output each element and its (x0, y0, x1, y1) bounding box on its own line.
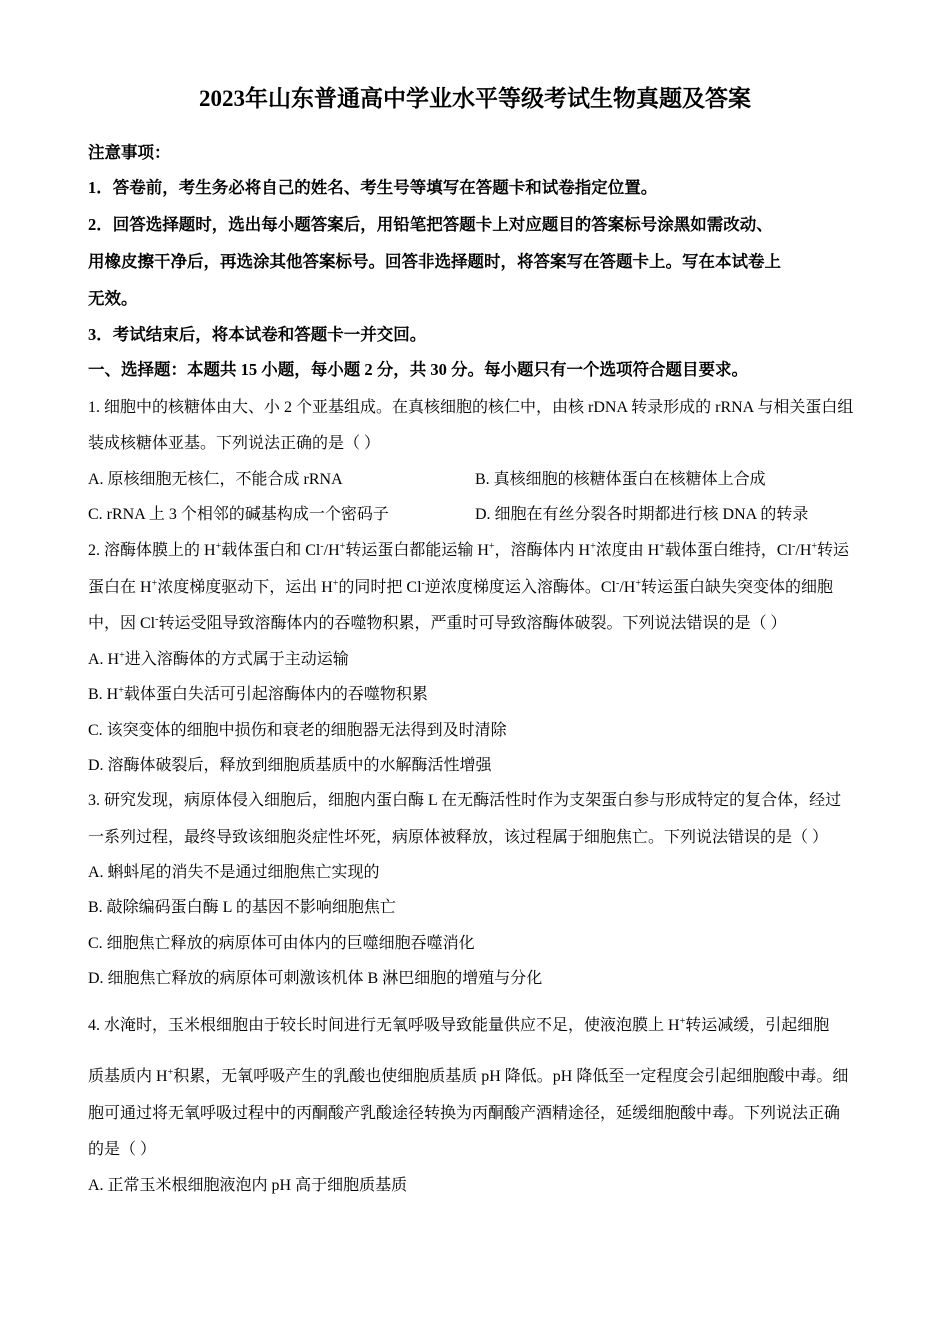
note-2-line-2: 用橡皮擦干净后，再选涂其他答案标号。回答非选择题时，将答案写在答题卡上。写在本试卷上 (88, 252, 781, 271)
q4-stem-line-2: 质基质内 H+积累，无氧呼吸产生的乳酸也使细胞质基质 pH 降低。pH 降低至一定程度会引起细胞酸中毒。细 (88, 1067, 849, 1085)
q1-stem-line-1: 1. 细胞中的核糖体由大、小 2 个亚基组成。在真核细胞的核仁中，由核 rDNA 转录形成的 rRNA 与相关蛋白组 (88, 399, 854, 416)
q1-option-d: D. 细胞在有丝分裂各时期都进行核 DNA 的转录 (475, 506, 809, 523)
q4-stem-line-4: 的是（ ） (88, 1141, 157, 1158)
q2-option-b: B. H+载体蛋白失活可引起溶酶体内的吞噬物积累 (88, 685, 428, 703)
q3-option-b: B. 敲除编码蛋白酶 L 的基因不影响细胞焦亡 (88, 899, 396, 916)
q4-option-a: A. 正常玉米根细胞液泡内 pH 高于细胞质基质 (88, 1177, 408, 1194)
q2-stem-line-3: 中，因 Cl-转运受阻导致溶酶体内的吞噬物积累，严重时可导致溶酶体破裂。下列说法错误的是（ ） (88, 614, 787, 632)
q4-stem-line-3: 胞可通过将无氧呼吸过程中的丙酮酸产乳酸途径转换为丙酮酸产酒精途径，延缓细胞酸中毒。下列说法正确 (88, 1105, 841, 1122)
note-2-line-1: 2．回答选择题时，选出每小题答案后，用铅笔把答题卡上对应题目的答案标号涂黑如需改动、 (88, 215, 773, 234)
note-3: 3．考试结束后，将本试卷和答题卡一并交回。 (88, 325, 427, 344)
q3-option-a: A. 蝌蚪尾的消失不是通过细胞焦亡实现的 (88, 864, 380, 881)
q2-option-a: A. H+进入溶酶体的方式属于主动运输 (88, 650, 349, 668)
q3-stem-line-2: 一系列过程，最终导致该细胞炎症性坏死，病原体被释放，该过程属于细胞焦亡。下列说法错误的是（ ） (88, 829, 829, 846)
q2-option-d: D. 溶酶体破裂后，释放到细胞质基质中的水解酶活性增强 (88, 757, 492, 774)
q4-stem-line-1: 4. 水淹时，玉米根细胞由于较长时间进行无氧呼吸导致能量供应不足，使液泡膜上 H+转运减缓，引起细胞 (88, 1016, 830, 1034)
page-title: 2023年山东普通高中学业水平等级考试生物真题及答案 (199, 86, 751, 111)
q2-stem-line-1: 2. 溶酶体膜上的 H+载体蛋白和 Cl-/H+转运蛋白都能运输 H+，溶酶体内 H+浓度由 H+载体蛋白维持，Cl-/H+转运 (88, 541, 850, 559)
notes-heading: 注意事项： (88, 143, 171, 162)
q1-option-a: A. 原核细胞无核仁，不能合成 rRNA (88, 471, 343, 488)
q1-option-c: C. rRNA 上 3 个相邻的碱基构成一个密码子 (88, 506, 389, 523)
section-1-heading: 一、选择题：本题共 15 小题，每小题 2 分，共 30 分。每小题只有一个选项符合题目要求。 (88, 360, 748, 379)
note-2-line-3: 无效。 (88, 289, 138, 308)
q2-stem-line-2: 蛋白在 H+浓度梯度驱动下，运出 H+的同时把 Cl-逆浓度梯度运入溶酶体。Cl-/H+转运蛋白缺失突变体的细胞 (88, 578, 833, 596)
q3-option-d: D. 细胞焦亡释放的病原体可刺激该机体 B 淋巴细胞的增殖与分化 (88, 970, 543, 987)
q1-option-b: B. 真核细胞的核糖体蛋白在核糖体上合成 (475, 471, 766, 488)
note-1: 1．答卷前，考生务必将自己的姓名、考生号等填写在答题卡和试卷指定位置。 (88, 178, 658, 197)
q2-option-c: C. 该突变体的细胞中损伤和衰老的细胞器无法得到及时清除 (88, 722, 507, 739)
q1-stem-line-2: 装成核糖体亚基。下列说法正确的是（ ） (88, 435, 381, 452)
q3-stem-line-1: 3. 研究发现，病原体侵入细胞后，细胞内蛋白酶 L 在无酶活性时作为支架蛋白参与形成特定的复合体，经过 (88, 792, 842, 809)
q3-option-c: C. 细胞焦亡释放的病原体可由体内的巨噬细胞吞噬消化 (88, 935, 475, 952)
